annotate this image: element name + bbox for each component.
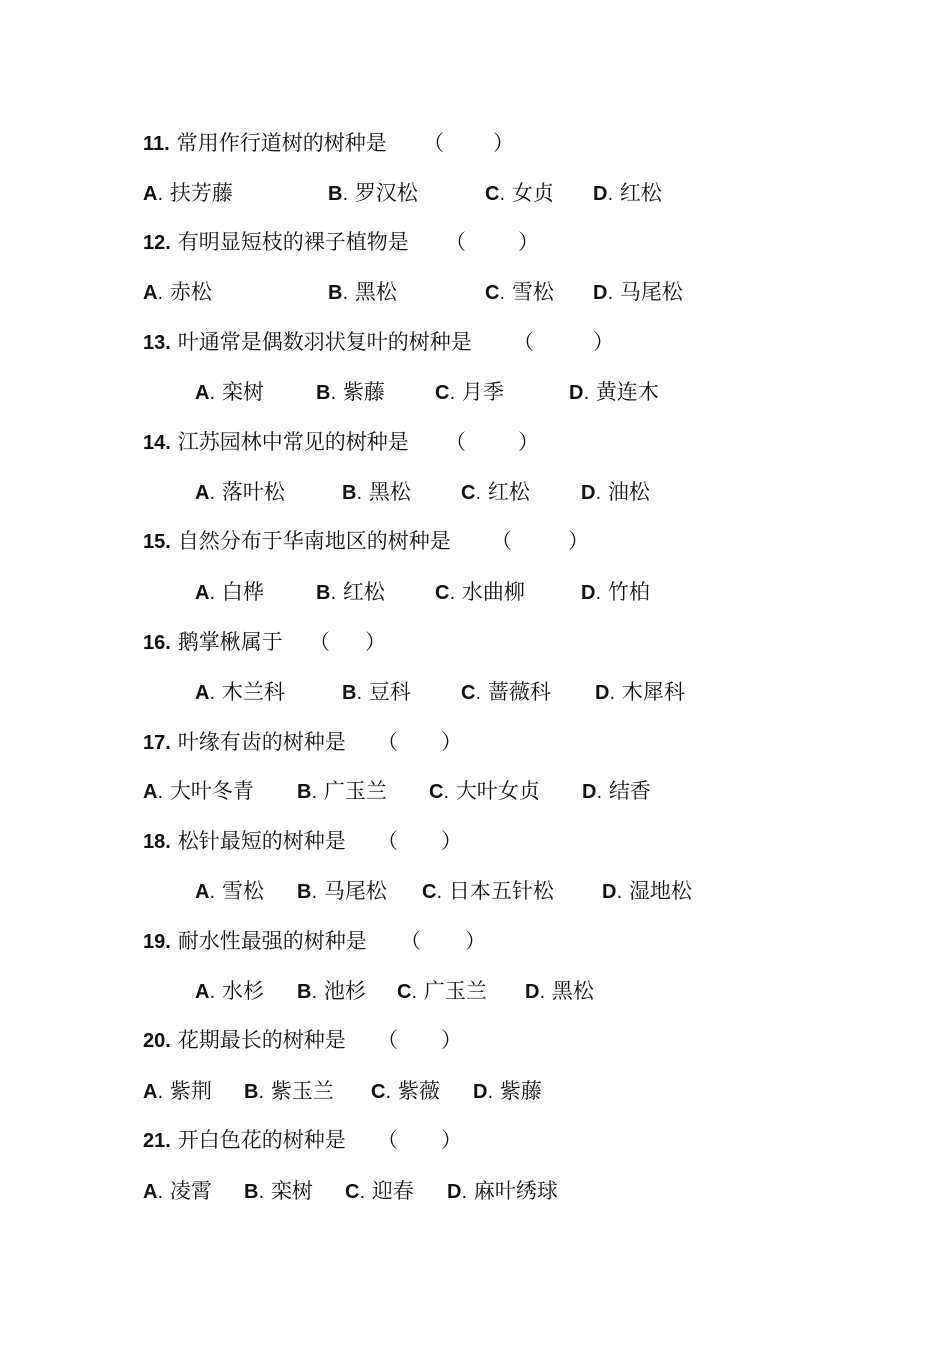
option-text: 马尾松	[323, 879, 387, 903]
option-c: C. 蔷薇科	[461, 680, 551, 704]
option-text: 紫藤	[499, 1079, 542, 1103]
option-letter: D	[593, 183, 608, 205]
option-text: 黄连木	[595, 380, 659, 404]
option-b: B. 池杉	[297, 979, 366, 1003]
question-stem: 有明显短枝的裸子植物是	[177, 230, 409, 254]
option-text: 竹柏	[607, 580, 650, 604]
question-number: 16.	[143, 632, 171, 654]
question-number: 11.	[143, 133, 170, 155]
option-text: 黑松	[551, 979, 594, 1003]
answer-paren-open: （	[400, 929, 421, 953]
option-text: 雪松	[511, 280, 554, 304]
option-text: 迎春	[371, 1179, 414, 1203]
option-letter: D	[525, 981, 540, 1003]
option-letter: D	[581, 582, 596, 604]
option-text: 蔷薇科	[487, 680, 551, 704]
question-number: 12.	[143, 232, 171, 254]
option-letter: C	[397, 981, 412, 1003]
option-a: A. 凌霄	[143, 1179, 212, 1203]
question-16	[143, 625, 403, 659]
question-stem: 江苏园林中常见的树种是	[177, 430, 409, 454]
question-number: 20.	[143, 1030, 171, 1052]
option-a: A. 扶芳藤	[143, 181, 233, 205]
option-text: 紫荆	[169, 1079, 212, 1103]
option-c: C. 红松	[461, 480, 530, 504]
question-number: 15.	[143, 531, 171, 553]
option-b: B. 红松	[316, 580, 385, 604]
question-stem: 花期最长的树种是	[177, 1028, 346, 1052]
option-text: 赤松	[169, 280, 212, 304]
option-letter: D	[581, 482, 596, 504]
option-letter: A	[143, 183, 158, 205]
option-b: B. 紫玉兰	[244, 1079, 334, 1103]
option-letter: C	[429, 781, 444, 803]
option-text: 大叶女贞	[455, 779, 540, 803]
option-letter: B	[328, 183, 343, 205]
option-text: 女贞	[511, 181, 554, 205]
option-letter: C	[435, 582, 450, 604]
option-text: 月季	[461, 380, 504, 404]
option-letter: B	[316, 582, 331, 604]
option-c: C. 大叶女贞	[429, 779, 540, 803]
option-d: D. 紫藤	[473, 1079, 542, 1103]
question-number: 19.	[143, 931, 171, 953]
option-a: A. 赤松	[143, 280, 212, 304]
option-b: B. 豆科	[342, 680, 411, 704]
options-14	[195, 475, 715, 509]
option-a: A. 紫荆	[143, 1079, 212, 1103]
option-letter: C	[371, 1081, 386, 1103]
option-b: B. 罗汉松	[328, 181, 418, 205]
option-text: 白桦	[221, 580, 264, 604]
question-17	[143, 725, 473, 759]
answer-paren-open: （	[377, 1128, 398, 1152]
option-text: 木犀科	[621, 680, 685, 704]
option-letter: D	[447, 1181, 462, 1203]
option-a: A. 雪松	[195, 879, 264, 903]
option-text: 凌霄	[169, 1179, 212, 1203]
option-letter: C	[345, 1181, 360, 1203]
option-c: C. 迎春	[345, 1179, 414, 1203]
question-number: 13.	[143, 332, 171, 354]
option-letter: A	[143, 282, 158, 304]
option-text: 日本五针松	[448, 879, 554, 903]
option-c: C. 紫薇	[371, 1079, 440, 1103]
option-letter: B	[316, 382, 331, 404]
answer-paren-open: （	[445, 230, 466, 254]
answer-paren-close: ）	[441, 1128, 462, 1152]
option-letter: A	[195, 981, 210, 1003]
question-number: 18.	[143, 831, 171, 853]
option-b: B. 广玉兰	[297, 779, 387, 803]
option-text: 马尾松	[619, 280, 683, 304]
option-text: 水杉	[221, 979, 264, 1003]
option-text: 紫玉兰	[270, 1079, 334, 1103]
option-letter: A	[143, 1181, 158, 1203]
question-13	[143, 325, 633, 359]
answer-paren-close: ）	[441, 730, 462, 754]
options-19	[195, 974, 635, 1008]
option-letter: B	[297, 881, 312, 903]
option-letter: A	[195, 682, 210, 704]
option-b: B. 马尾松	[297, 879, 387, 903]
option-c: C. 水曲柳	[435, 580, 525, 604]
option-a: A. 白桦	[195, 580, 264, 604]
option-a: A. 木兰科	[195, 680, 285, 704]
option-letter: D	[593, 282, 608, 304]
option-d: D. 竹柏	[581, 580, 650, 604]
option-letter: D	[602, 881, 617, 903]
question-stem: 耐水性最强的树种是	[177, 929, 367, 953]
option-letter: C	[485, 282, 500, 304]
option-letter: A	[143, 781, 158, 803]
option-letter: B	[297, 981, 312, 1003]
option-a: A. 大叶冬青	[143, 779, 254, 803]
option-letter: D	[569, 382, 584, 404]
option-letter: B	[297, 781, 312, 803]
options-11	[143, 176, 703, 210]
answer-paren-close: ）	[441, 1028, 462, 1052]
option-letter: A	[143, 1081, 158, 1103]
option-d: D. 麻叶绣球	[447, 1179, 558, 1203]
option-text: 紫藤	[342, 380, 385, 404]
options-12	[143, 275, 723, 309]
question-stem: 常用作行道树的树种是	[176, 131, 387, 155]
option-text: 雪松	[221, 879, 264, 903]
option-b: B. 栾树	[244, 1179, 313, 1203]
option-d: D. 油松	[581, 480, 650, 504]
option-text: 油松	[607, 480, 650, 504]
option-letter: C	[461, 682, 476, 704]
option-letter: D	[582, 781, 597, 803]
option-letter: B	[244, 1081, 259, 1103]
question-19	[143, 924, 503, 958]
option-a: A. 栾树	[195, 380, 264, 404]
answer-paren-close: ）	[568, 529, 589, 553]
option-letter: C	[461, 482, 476, 504]
option-text: 大叶冬青	[169, 779, 254, 803]
question-15	[143, 524, 603, 558]
options-20	[143, 1074, 583, 1108]
option-letter: A	[195, 382, 210, 404]
options-17	[143, 774, 683, 808]
option-b: B. 黑松	[342, 480, 411, 504]
answer-paren-open: （	[445, 430, 466, 454]
question-18	[143, 824, 473, 858]
options-16	[195, 675, 725, 709]
option-text: 广玉兰	[323, 779, 387, 803]
option-text: 红松	[619, 181, 662, 205]
question-stem: 鹅掌楸属于	[177, 630, 283, 654]
option-b: B. 紫藤	[316, 380, 385, 404]
answer-paren-open: （	[491, 529, 512, 553]
option-letter: A	[195, 482, 210, 504]
option-letter: B	[328, 282, 343, 304]
option-text: 栾树	[221, 380, 264, 404]
answer-paren-close: ）	[441, 829, 462, 853]
option-text: 豆科	[368, 680, 411, 704]
question-stem: 叶缘有齿的树种是	[177, 730, 346, 754]
option-d: D. 黄连木	[569, 380, 659, 404]
answer-paren-open: （	[377, 1028, 398, 1052]
answer-paren-close: ）	[365, 630, 386, 654]
answer-paren-close: ）	[593, 330, 614, 354]
answer-paren-close: ）	[518, 430, 539, 454]
option-d: D. 木犀科	[595, 680, 685, 704]
option-text: 栾树	[270, 1179, 313, 1203]
answer-paren-open: （	[309, 630, 330, 654]
question-stem: 叶通常是偶数羽状复叶的树种是	[177, 330, 472, 354]
option-text: 池杉	[323, 979, 366, 1003]
question-stem: 松针最短的树种是	[177, 829, 346, 853]
question-number: 17.	[143, 732, 171, 754]
option-text: 黑松	[368, 480, 411, 504]
option-letter: A	[195, 582, 210, 604]
option-b: B. 黑松	[328, 280, 397, 304]
option-text: 红松	[487, 480, 530, 504]
option-d: D. 马尾松	[593, 280, 683, 304]
option-text: 湿地松	[628, 879, 692, 903]
option-a: A. 水杉	[195, 979, 264, 1003]
option-c: C. 月季	[435, 380, 504, 404]
option-text: 结香	[608, 779, 651, 803]
option-c: C. 广玉兰	[397, 979, 487, 1003]
option-letter: B	[244, 1181, 259, 1203]
option-letter: B	[342, 682, 357, 704]
option-c: C. 日本五针松	[422, 879, 554, 903]
option-text: 红松	[342, 580, 385, 604]
question-number: 14.	[143, 432, 171, 454]
answer-paren-close: ）	[465, 929, 486, 953]
option-text: 麻叶绣球	[473, 1179, 558, 1203]
question-stem: 开白色花的树种是	[177, 1128, 346, 1152]
answer-paren-close: ）	[518, 230, 539, 254]
option-letter: C	[422, 881, 437, 903]
option-d: D. 黑松	[525, 979, 594, 1003]
option-text: 罗汉松	[354, 181, 418, 205]
option-text: 广玉兰	[423, 979, 487, 1003]
option-text: 紫薇	[397, 1079, 440, 1103]
question-20	[143, 1023, 473, 1057]
answer-paren-open: （	[377, 730, 398, 754]
option-letter: D	[595, 682, 610, 704]
option-letter: C	[435, 382, 450, 404]
option-text: 木兰科	[221, 680, 285, 704]
option-text: 落叶松	[221, 480, 285, 504]
answer-paren-open: （	[513, 330, 534, 354]
option-text: 水曲柳	[461, 580, 525, 604]
option-text: 扶芳藤	[169, 181, 233, 205]
question-number: 21.	[143, 1130, 171, 1152]
question-stem: 自然分布于华南地区的树种是	[177, 529, 451, 553]
option-letter: B	[342, 482, 357, 504]
option-d: D. 红松	[593, 181, 662, 205]
question-21	[143, 1123, 473, 1157]
answer-paren-close: ）	[493, 131, 514, 155]
option-letter: D	[473, 1081, 488, 1103]
answer-paren-open: （	[377, 829, 398, 853]
option-d: D. 湿地松	[602, 879, 692, 903]
answer-paren-open: （	[423, 131, 444, 155]
question-14	[143, 425, 563, 459]
options-15	[195, 575, 715, 609]
question-11	[143, 126, 523, 160]
options-21	[143, 1174, 603, 1208]
options-13	[195, 375, 715, 409]
option-c: C. 女贞	[485, 181, 554, 205]
option-letter: C	[485, 183, 500, 205]
option-d: D. 结香	[582, 779, 651, 803]
option-a: A. 落叶松	[195, 480, 285, 504]
options-18	[195, 874, 735, 908]
question-12	[143, 225, 563, 259]
option-letter: A	[195, 881, 210, 903]
option-c: C. 雪松	[485, 280, 554, 304]
option-text: 黑松	[354, 280, 397, 304]
